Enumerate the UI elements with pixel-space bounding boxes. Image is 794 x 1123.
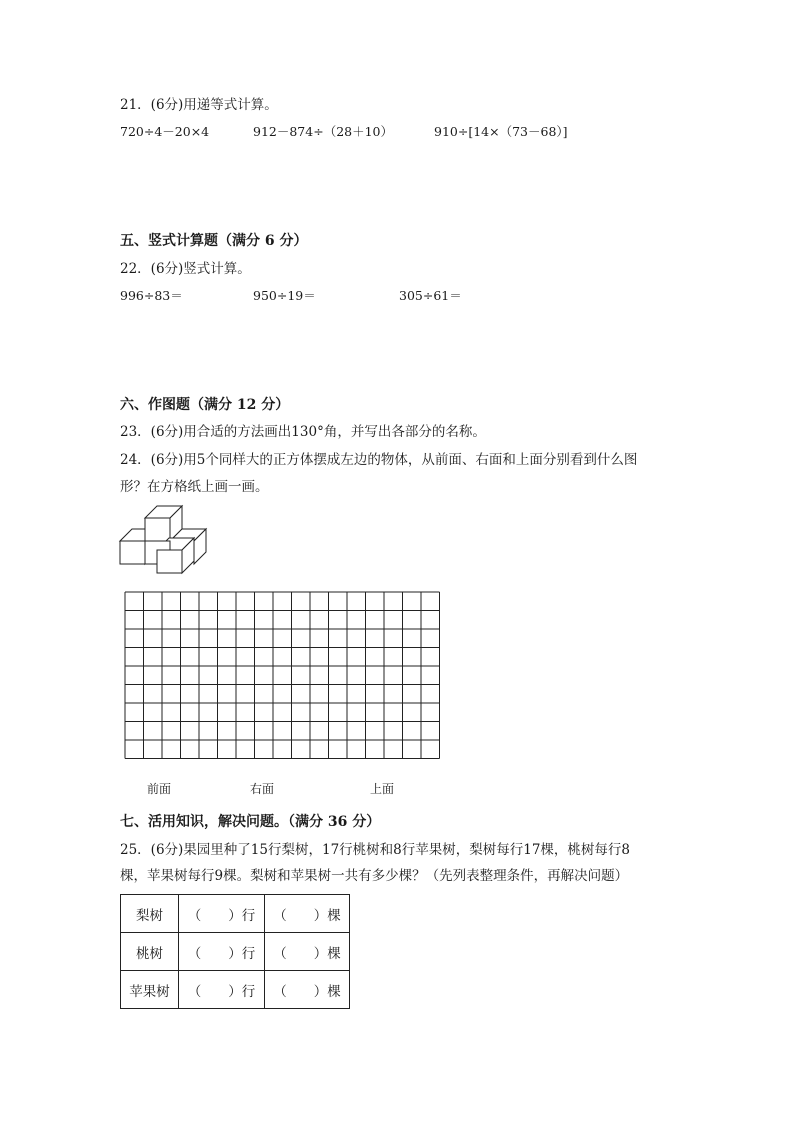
q25-line-2: 棵，苹果树每行9棵。梨树和苹果树一共有多少棵？（先列表整理条件，再解决问题） — [120, 868, 629, 884]
q22-expr-3: 305÷61＝ — [399, 288, 462, 303]
q22-expr-1: 996÷83＝ — [120, 288, 183, 303]
fruit-tree-table — [120, 894, 350, 1009]
rows-blank-cell[interactable]: （ ）行 — [179, 895, 265, 933]
trees-blank-cell[interactable]: （ ）棵 — [265, 933, 350, 971]
q21-expr-1: 720÷4－20×4 — [120, 124, 210, 139]
table-row — [121, 895, 350, 933]
q21-title: 21．(6分)用递等式计算。 — [120, 97, 278, 113]
tree-name-cell: 梨树 — [121, 895, 179, 933]
tree-name-cell: 苹果树 — [121, 971, 179, 1009]
q25-line-1: 25．(6分)果园里种了15行梨树，17行桃树和8行苹果树，梨树每行17棵，桃树每行8 — [120, 842, 631, 858]
rows-blank-cell[interactable]: （ ）行 — [179, 933, 265, 971]
q24-line-1: 24．(6分)用5个同样大的正方体摆成左边的物体，从前面、右面和上面分别看到什么图 — [120, 452, 638, 468]
q21-expr-3: 910÷[14×（73－68）] — [434, 124, 568, 139]
grid-caption-front: 前面 — [147, 782, 172, 796]
table-row — [121, 933, 350, 971]
cube-stack-figure — [118, 503, 210, 575]
rows-blank-cell[interactable]: （ ）行 — [179, 971, 265, 1009]
trees-blank-cell[interactable]: （ ）棵 — [265, 971, 350, 1009]
table-row — [121, 971, 350, 1009]
section-6-heading: 六、作图题（满分 12 分） — [120, 397, 290, 413]
section-5-heading: 五、竖式计算题（满分 6 分） — [120, 233, 308, 249]
q22-expr-2: 950÷19＝ — [253, 288, 316, 303]
q21-expr-2: 912－874÷（28＋10） — [253, 124, 394, 139]
grid-caption-top: 上面 — [370, 782, 395, 796]
q23-title: 23．(6分)用合适的方法画出130°角，并写出各部分的名称。 — [120, 424, 486, 440]
drawing-grid[interactable] — [124, 591, 440, 765]
grid-caption-right: 右面 — [250, 782, 275, 796]
trees-blank-cell[interactable]: （ ）棵 — [265, 895, 350, 933]
section-7-heading: 七、活用知识，解决问题。（满分 36 分） — [120, 814, 381, 830]
q22-title: 22．(6分)竖式计算。 — [120, 261, 251, 277]
tree-name-cell: 桃树 — [121, 933, 179, 971]
q24-line-2: 形？在方格纸上画一画。 — [120, 479, 269, 495]
